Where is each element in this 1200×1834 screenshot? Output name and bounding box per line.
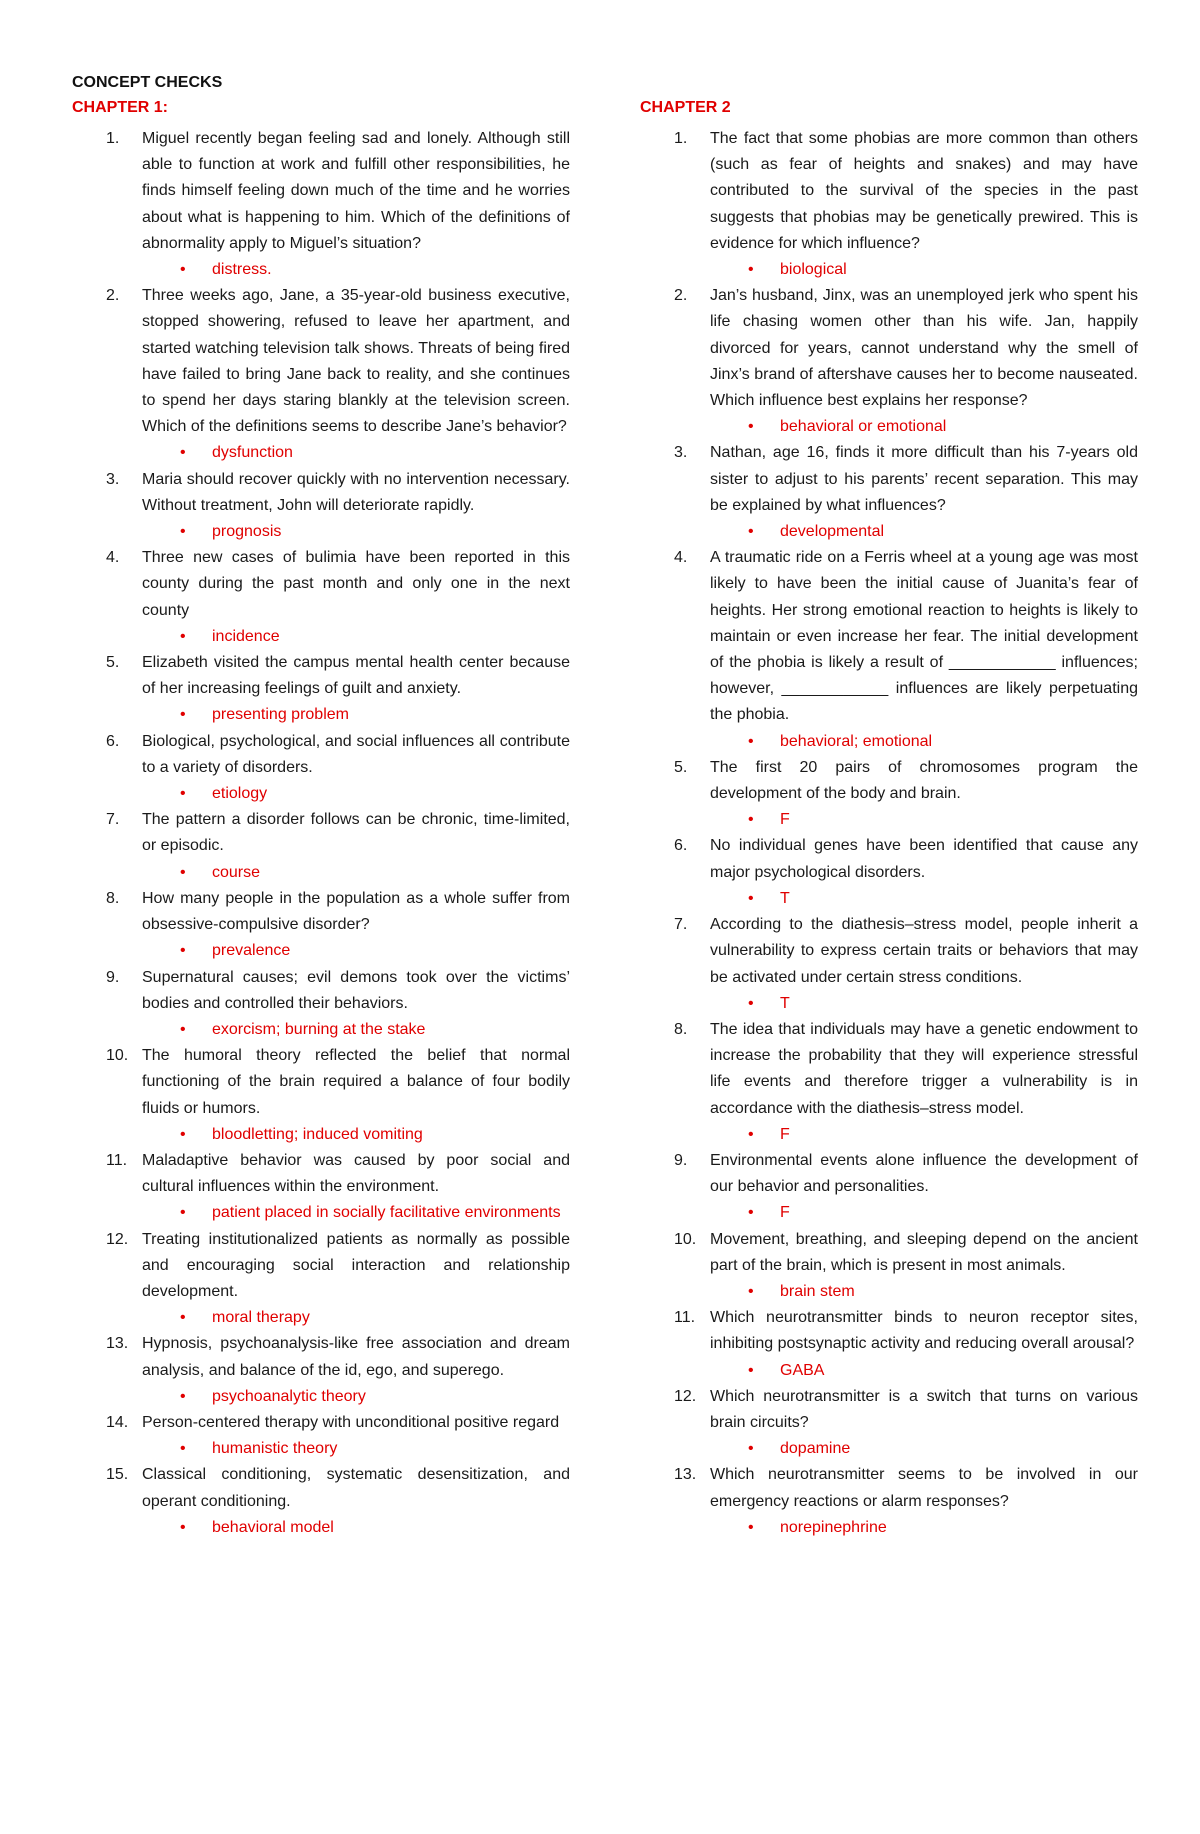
question-text: Environmental events alone influence the development of our behavior and personalities. — [710, 1151, 1138, 1196]
bullet-icon: • — [180, 863, 186, 881]
question-number: 12. — [106, 1230, 129, 1248]
answer-value: GABA — [780, 1361, 825, 1379]
question-item — [72, 1227, 570, 1332]
question-text: Jan’s husband, Jinx, was an unemployed jerk who spent his life chasing women other than his wife. Jan, happily divorced for years, cannot understand why the smell of Jinx’s brand of aftershave causes her to become nauseated. Which influence best explains her response? — [710, 287, 1138, 410]
question-text: No individual genes have been identified that cause any major psychological disorders. — [710, 837, 1138, 881]
bullet-icon: • — [180, 444, 186, 462]
answer-value: exorcism; burning at the stake — [212, 1020, 426, 1038]
answer-text — [710, 729, 1138, 755]
answer-value: distress. — [212, 261, 272, 279]
chapter-1-heading: CHAPTER 1: — [72, 99, 169, 116]
question-text: Miguel recently began feeling sad and lonely. Although still able to function at work and fulfill other responsibilities, he finds himself feeling down much of the time and he worries about what is happening to him. Which of the definitions of abnormality apply to Miguel’s situation? — [142, 130, 570, 252]
answer-text — [142, 1200, 570, 1226]
question-number: 7. — [106, 811, 120, 829]
answer-value: behavioral; emotional — [780, 732, 933, 750]
bullet-icon: • — [748, 994, 754, 1012]
question-text: Classical conditioning, systematic desensitization, and operant conditioning. — [142, 1466, 570, 1510]
question-item — [72, 545, 570, 650]
question-number: 15. — [106, 1466, 129, 1484]
question-item — [72, 283, 570, 466]
question-number: 10. — [674, 1230, 697, 1248]
question-item — [72, 729, 570, 808]
bullet-icon: • — [748, 732, 754, 750]
question-text: Three new cases of bulimia have been reported in this county during the past month and only one in the next county — [142, 549, 570, 619]
answer-text — [142, 440, 570, 466]
question-item — [72, 807, 570, 886]
question-number: 2. — [106, 287, 120, 305]
answer-text — [710, 519, 1138, 545]
chapter-2-list — [640, 126, 1138, 1541]
answer-value: behavioral or emotional — [780, 418, 947, 436]
question-number: 10. — [106, 1047, 129, 1065]
answer-value: dysfunction — [212, 444, 293, 462]
answer-value: bloodletting; induced vomiting — [212, 1125, 423, 1143]
answer-text — [710, 1122, 1138, 1148]
bullet-icon: • — [180, 1204, 186, 1222]
question-number: 6. — [674, 837, 688, 855]
answer-text — [710, 414, 1138, 440]
question-item — [640, 1227, 1138, 1306]
answer-text — [142, 257, 570, 283]
question-item — [640, 126, 1138, 283]
bullet-icon: • — [180, 706, 186, 724]
question-text: Nathan, age 16, finds it more difficult than his 7-years old sister to adjust to his parents’ recent separation. This may be explained by what influences? — [710, 444, 1138, 514]
question-item — [72, 1148, 570, 1227]
answer-value: behavioral model — [212, 1518, 334, 1536]
question-number: 4. — [674, 549, 688, 567]
answer-value: humanistic theory — [212, 1440, 338, 1458]
chapter-2-heading: CHAPTER 2 — [640, 99, 731, 116]
answer-value: dopamine — [780, 1440, 851, 1458]
answer-text — [142, 860, 570, 886]
question-text: The fact that some phobias are more common than others (such as fear of heights and snakes) and may have contributed to the survival of the species in the past suggests that phobias may be genetically prewired. This is evidence for which influence? — [710, 130, 1138, 252]
page-title: CONCEPT CHECKS — [72, 74, 223, 91]
bullet-icon: • — [180, 1440, 186, 1458]
question-text: Which neurotransmitter is a switch that turns on various brain circuits? — [710, 1387, 1138, 1431]
bullet-icon: • — [180, 627, 186, 645]
question-item — [640, 1017, 1138, 1148]
chapter-1-list — [72, 126, 570, 1541]
question-text: Maladaptive behavior was caused by poor social and cultural influences within the environment. — [142, 1151, 570, 1196]
question-text: According to the diathesis–stress model, people inherit a vulnerability to express certain traits or behaviors that may be activated under certain stress conditions. — [710, 916, 1138, 986]
bullet-icon: • — [748, 1440, 754, 1458]
answer-text — [142, 1436, 570, 1462]
question-number: 11. — [106, 1151, 128, 1169]
question-item — [72, 126, 570, 283]
question-text: The first 20 pairs of chromosomes program the development of the body and brain. — [710, 758, 1138, 803]
answer-text — [142, 702, 570, 728]
question-text: A traumatic ride on a Ferris wheel at a young age was most likely to have been the initial cause of Juanita’s fear of heights. Her strong emotional reaction to heights is likely to maintain or even increase her fear. The initial development of the phobia is likely a result of ____________ influences; however, ____________ influences are likely perpetuating the phobia. — [710, 549, 1138, 724]
answer-value: incidence — [212, 627, 280, 645]
question-text: Biological, psychological, and social influences all contribute to a variety of disorders. — [142, 732, 570, 776]
answer-text — [142, 1384, 570, 1410]
question-text: Movement, breathing, and sleeping depend on the ancient part of the brain, which is present in most animals. — [710, 1230, 1138, 1274]
answer-value: psychoanalytic theory — [212, 1387, 366, 1405]
bullet-icon: • — [180, 523, 186, 541]
question-item — [640, 1462, 1138, 1541]
question-number: 6. — [106, 732, 120, 750]
answer-value: brain stem — [780, 1282, 855, 1300]
question-text: Which neurotransmitter binds to neuron receptor sites, inhibiting postsynaptic activity and reducing overall arousal? — [710, 1309, 1138, 1353]
answer-text — [142, 624, 570, 650]
answer-value: etiology — [212, 785, 268, 803]
bullet-icon: • — [748, 1204, 754, 1222]
question-number: 2. — [674, 287, 688, 305]
question-text: Elizabeth visited the campus mental health center because of her increasing feelings of guilt and anxiety. — [142, 654, 570, 698]
bullet-icon: • — [180, 261, 186, 279]
question-number: 12. — [674, 1387, 697, 1405]
question-item — [72, 467, 570, 546]
question-text: Maria should recover quickly with no intervention necessary. Without treatment, John will deteriorate rapidly. — [142, 470, 570, 514]
question-number: 9. — [674, 1151, 688, 1169]
answer-text — [710, 1200, 1138, 1226]
bullet-icon: • — [748, 1518, 754, 1536]
question-number: 13. — [106, 1335, 129, 1353]
answer-text — [142, 781, 570, 807]
answer-value: T — [780, 889, 790, 907]
question-number: 8. — [674, 1020, 688, 1038]
question-item — [640, 1305, 1138, 1384]
question-item — [640, 545, 1138, 755]
bullet-icon: • — [748, 811, 754, 829]
answer-value: patient placed in socially facilitative environments — [212, 1204, 561, 1222]
question-text: Hypnosis, psychoanalysis-like free association and dream analysis, and balance of the id, ego, and superego. — [142, 1335, 570, 1379]
answer-text — [142, 938, 570, 964]
answer-value: moral therapy — [212, 1309, 310, 1327]
question-text: The humoral theory reflected the belief that normal functioning of the brain required a balance of four bodily fluids or humors. — [142, 1047, 570, 1117]
question-number: 7. — [674, 916, 688, 934]
question-text: Supernatural causes; evil demons took over the victims’ bodies and controlled their behaviors. — [142, 968, 570, 1012]
answer-value: F — [780, 811, 790, 829]
question-item — [640, 1148, 1138, 1227]
answer-text — [710, 1358, 1138, 1384]
question-item — [640, 283, 1138, 440]
question-item — [72, 886, 570, 965]
chapter-2-column — [640, 100, 1138, 1541]
answer-value: norepinephrine — [780, 1518, 887, 1536]
answer-text — [710, 257, 1138, 283]
answer-value: F — [780, 1125, 790, 1143]
answer-value: prevalence — [212, 942, 291, 960]
question-number: 5. — [106, 654, 120, 672]
question-item — [640, 1384, 1138, 1463]
question-number: 14. — [106, 1413, 129, 1431]
question-number: 8. — [106, 889, 120, 907]
bullet-icon: • — [180, 1387, 186, 1405]
chapter-1-column — [72, 100, 570, 1541]
question-item — [72, 1331, 570, 1410]
answer-text — [142, 1017, 570, 1043]
answer-text — [710, 1436, 1138, 1462]
question-text: Person-centered therapy with unconditional positive regard — [142, 1413, 560, 1431]
question-item — [640, 833, 1138, 912]
question-number: 3. — [106, 470, 120, 488]
bullet-icon: • — [748, 418, 754, 436]
bullet-icon: • — [180, 942, 186, 960]
answer-value: biological — [780, 261, 847, 279]
answer-text — [142, 1515, 570, 1541]
question-item — [72, 1462, 570, 1541]
answer-value: F — [780, 1204, 790, 1222]
bullet-icon: • — [180, 1309, 186, 1327]
answer-text — [710, 1515, 1138, 1541]
answer-value: course — [212, 863, 261, 881]
question-number: 4. — [106, 549, 120, 567]
answer-value: prognosis — [212, 523, 282, 541]
answer-text — [710, 1279, 1138, 1305]
question-item — [72, 1043, 570, 1148]
question-item — [72, 1410, 570, 1462]
answer-value: T — [780, 994, 790, 1012]
question-number: 9. — [106, 968, 120, 986]
question-item — [72, 965, 570, 1044]
question-item — [72, 650, 570, 729]
question-item — [640, 440, 1138, 545]
answer-text — [710, 807, 1138, 833]
question-text: The pattern a disorder follows can be chronic, time-limited, or episodic. — [142, 811, 570, 855]
question-item — [640, 912, 1138, 1017]
bullet-icon: • — [748, 1361, 754, 1379]
bullet-icon: • — [748, 523, 754, 541]
answer-value: presenting problem — [212, 706, 349, 724]
question-number: 5. — [674, 758, 688, 776]
question-number: 3. — [674, 444, 688, 462]
bullet-icon: • — [180, 1125, 186, 1143]
question-text: The idea that individuals may have a genetic endowment to increase the probability that they will experience stressful life events and therefore trigger a vulnerability is in accordance with the diathesis–stress model. — [710, 1020, 1138, 1117]
question-number: 11. — [674, 1309, 696, 1327]
bullet-icon: • — [180, 1518, 186, 1536]
answer-text — [142, 1305, 570, 1331]
question-number: 1. — [674, 130, 688, 147]
answer-text — [710, 991, 1138, 1017]
question-number: 1. — [106, 130, 120, 147]
question-item — [640, 755, 1138, 834]
question-text: Treating institutionalized patients as normally as possible and encouraging social interaction and relationship development. — [142, 1230, 570, 1300]
bullet-icon: • — [748, 261, 754, 279]
answer-text — [142, 519, 570, 545]
bullet-icon: • — [180, 1020, 186, 1038]
answer-text — [710, 886, 1138, 912]
answer-text — [142, 1122, 570, 1148]
bullet-icon: • — [748, 1125, 754, 1143]
answer-value: developmental — [780, 523, 885, 541]
question-text: How many people in the population as a whole suffer from obsessive-compulsive disorder? — [142, 889, 570, 934]
bullet-icon: • — [748, 1282, 754, 1300]
bullet-icon: • — [180, 785, 186, 803]
question-text: Which neurotransmitter seems to be involved in our emergency reactions or alarm responses? — [710, 1466, 1138, 1510]
question-number: 13. — [674, 1466, 697, 1484]
question-text: Three weeks ago, Jane, a 35-year-old business executive, stopped showering, refused to leave her apartment, and started watching television talk shows. Threats of being fired have failed to bring Jane back to reality, and she continues to spend her days staring blankly at the television screen. Which of the definitions seems to describe Jane’s behavior? — [142, 287, 570, 436]
bullet-icon: • — [748, 889, 754, 907]
